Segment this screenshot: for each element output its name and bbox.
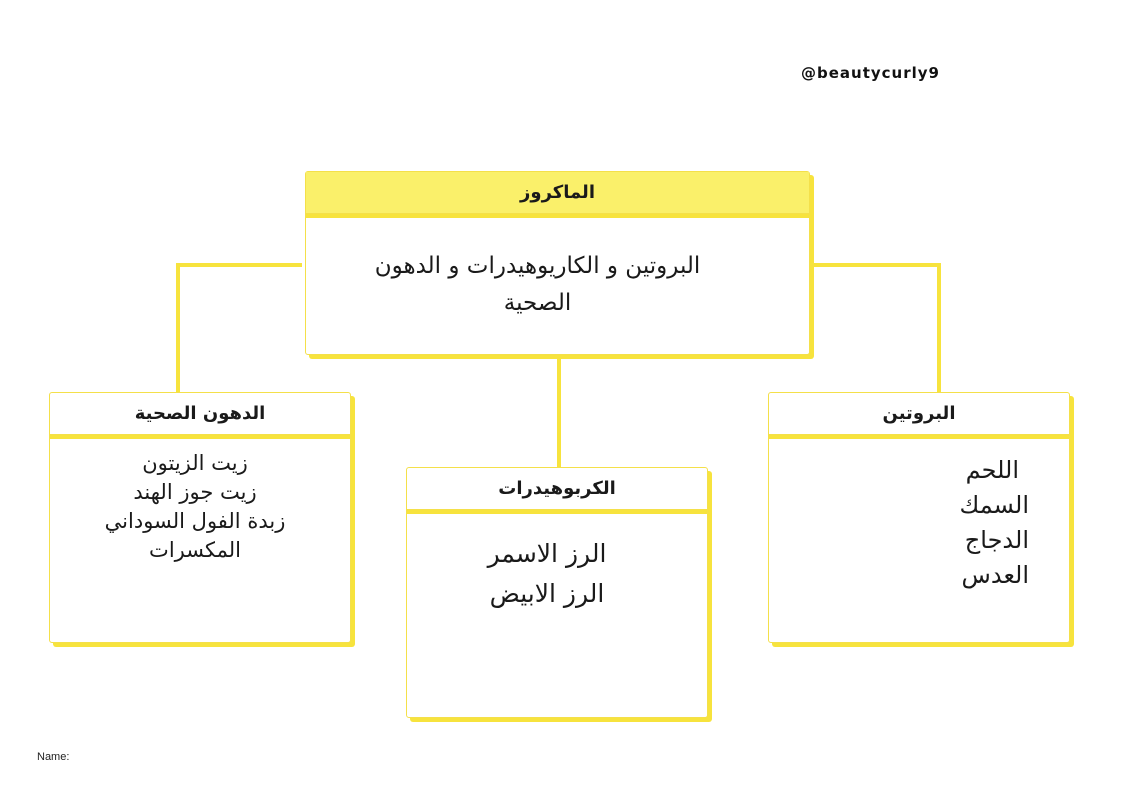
list-item: الرز الابيض: [489, 579, 605, 608]
list-item: زبدة الفول السوداني: [104, 509, 286, 533]
author-handle: @beautycurly9: [801, 64, 940, 82]
protein-list: [769, 435, 1069, 593]
list-item: السمك: [959, 491, 1029, 519]
list-item: زيت الزيتون: [142, 451, 248, 475]
list-item: اللحم: [965, 456, 1019, 484]
protein-card: [768, 392, 1070, 643]
carbohydrates-list: [407, 510, 707, 614]
list-item: العدس: [961, 561, 1029, 589]
macros-line: الصحية: [503, 290, 572, 316]
connector-left: [178, 265, 302, 392]
macros-description: [306, 214, 809, 322]
healthy-fats-list: [50, 435, 350, 565]
carbohydrates-card: [406, 467, 708, 718]
list-item: المكسرات: [149, 538, 241, 562]
protein-title: البروتين: [769, 393, 1069, 435]
list-item: الرز الاسمر: [487, 539, 607, 568]
macros-card: [305, 171, 810, 355]
carbohydrates-title: الكربوهيدرات: [407, 468, 707, 510]
healthy-fats-title: الدهون الصحية: [50, 393, 350, 435]
list-item: الدجاج: [964, 526, 1029, 554]
healthy-fats-card: [49, 392, 351, 643]
list-item: زيت جوز الهند: [133, 480, 257, 504]
macros-title: الماكروز: [306, 172, 809, 214]
name-label: Name:: [37, 751, 70, 763]
macros-line: البروتين و الكاريوهيدرات و الدهون: [374, 253, 701, 279]
connector-right: [813, 265, 939, 392]
